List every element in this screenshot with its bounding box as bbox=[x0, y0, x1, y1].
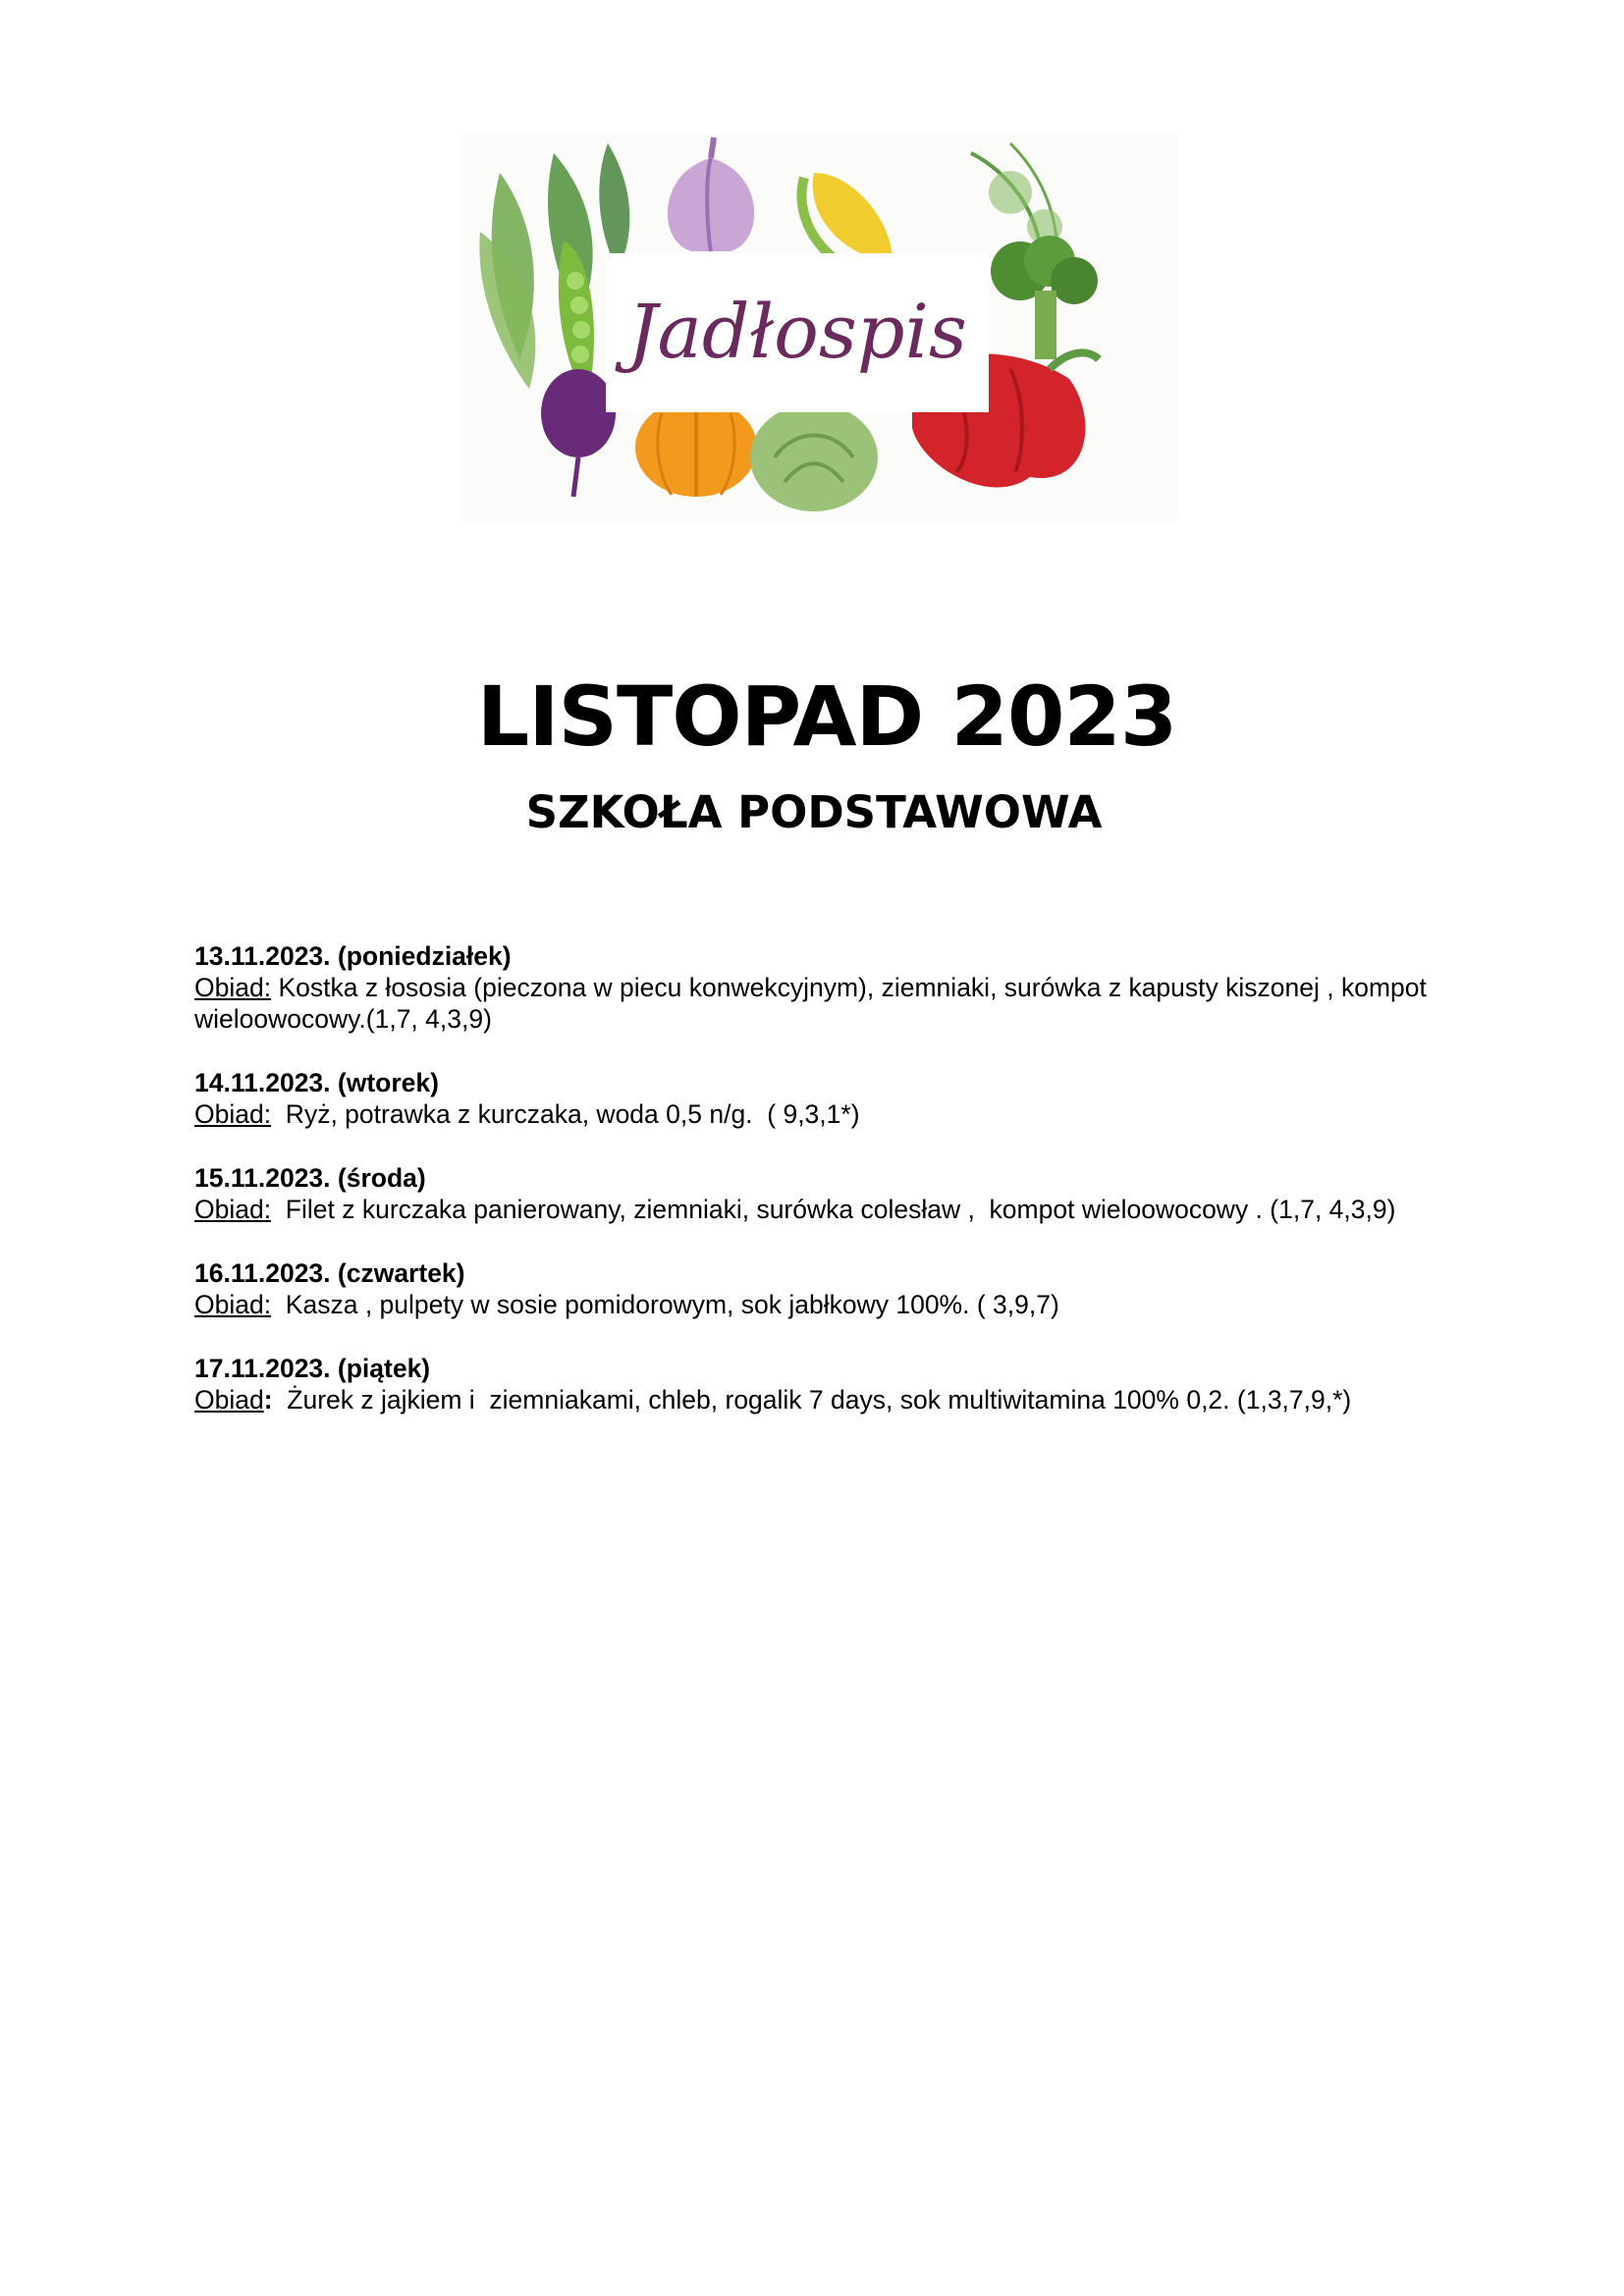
meal-label-colon: : bbox=[263, 1385, 273, 1415]
meal-description: Kostka z łososia (pieczona w piecu konwekcyjnym), ziemniaki, surówka z kapusty kiszonej , kompot wieloowocowy.(1,7, 4,3,9) bbox=[194, 973, 1435, 1034]
pumpkin-illustration bbox=[635, 399, 757, 497]
logo-text: Jadłospis bbox=[627, 288, 967, 375]
menu-day bbox=[194, 1353, 1471, 1415]
menu-day bbox=[194, 1067, 1471, 1130]
beet-illustration bbox=[541, 369, 616, 497]
menu-list bbox=[194, 940, 1471, 1448]
meal-description: Filet z kurczaka panierowany, ziemniaki, surówka colesław , kompot wieloowocowy . (1,7, 4,3,9) bbox=[271, 1195, 1396, 1224]
meal-label: Obiad: bbox=[194, 1099, 272, 1129]
meal-label: Obiad bbox=[194, 1385, 264, 1415]
menu-day bbox=[194, 940, 1471, 1035]
meal-label: Obiad: bbox=[194, 1195, 272, 1224]
garlic-illustration bbox=[668, 137, 754, 251]
menu-day bbox=[194, 1162, 1471, 1225]
meal-description: Kasza , pulpety w sosie pomidorowym, sok jabłkowy 100%. ( 3,9,7) bbox=[271, 1290, 1059, 1319]
menu-day-date: 13.11.2023. (poniedziałek) bbox=[194, 941, 512, 971]
menu-day-date: 17.11.2023. (piątek) bbox=[194, 1354, 431, 1383]
meal-description: Ryż, potrawka z kurczaka, woda 0,5 n/g. ( 9,3,1*) bbox=[271, 1099, 860, 1129]
meal-label: Obiad: bbox=[194, 1290, 272, 1319]
broccoli-illustration bbox=[991, 236, 1098, 359]
artichoke-illustration bbox=[750, 403, 878, 511]
meal-description: Żurek z jajkiem i ziemniakami, chleb, rogalik 7 days, sok multiwitamina 100% 0,2. (1,3,7,9,*) bbox=[272, 1385, 1352, 1415]
menu-day-date: 15.11.2023. (środa) bbox=[194, 1163, 426, 1193]
menu-day-date: 14.11.2023. (wtorek) bbox=[194, 1068, 439, 1097]
menu-day-date: 16.11.2023. (czwartek) bbox=[194, 1258, 465, 1288]
jadlospis-banner-image bbox=[460, 133, 1177, 522]
page-subtitle: SZKOŁA PODSTAWOWA bbox=[525, 786, 1103, 838]
menu-day bbox=[194, 1257, 1471, 1320]
page-title: LISTOPAD 2023 bbox=[476, 668, 1177, 765]
meal-label: Obiad: bbox=[194, 973, 272, 1002]
